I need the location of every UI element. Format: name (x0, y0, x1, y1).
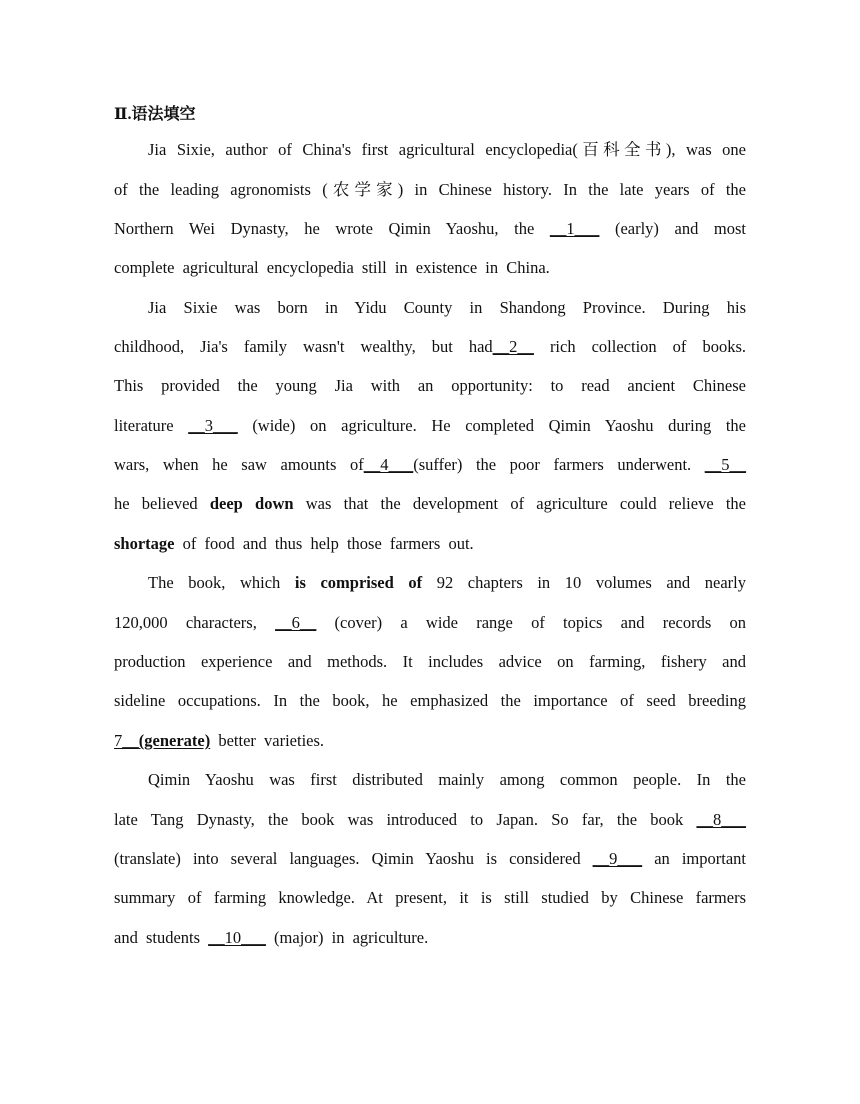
text-run: (cover) a wide range of topics and records on (316, 613, 746, 632)
passage-line (114, 534, 746, 554)
answer-blank: __3___ (188, 416, 238, 435)
text-run: (suffer) the poor farmers underwent. (413, 455, 705, 474)
answer-blank: __4___ (363, 455, 414, 474)
text-run: (wide) on agriculture. He completed Qimin Yaoshu during the (237, 416, 747, 435)
passage-line (148, 573, 746, 593)
text-run: The book, which (148, 573, 295, 592)
section-heading: Ⅱ.语法填空 (114, 106, 196, 123)
text-run: 92 chapters in 10 volumes and nearly (422, 573, 746, 592)
text-run: Jia Sixie was born in Yidu County in Shandong Province. During his (148, 298, 746, 317)
passage-line (148, 770, 746, 790)
text-run: and students (114, 928, 209, 947)
text-run: This provided the young Jia with an opportunity: to read ancient Chinese (114, 376, 746, 395)
text-run: Qimin Yaoshu was first distributed mainly among common people. In the (148, 770, 746, 789)
passage-line (114, 494, 746, 514)
text-run: wars, when he saw amounts of (114, 455, 364, 474)
text-run: Jia Sixie, author of China's first agricultural encyclopedia(百科全书), was one (148, 140, 746, 159)
text-run: of the leading agronomists (农学家) in Chinese history. In the late years of the (114, 180, 746, 199)
text-run: sideline occupations. In the book, he emphasized the importance of seed breeding (114, 691, 746, 710)
text-run: late Tang Dynasty, the book was introduced to Japan. So far, the book (114, 810, 697, 829)
passage-line (114, 691, 746, 711)
text-run: an important (642, 849, 746, 868)
answer-blank: __2__ (492, 337, 534, 356)
text-run: summary of farming knowledge. At present, it is still studied by Chinese farmers (114, 888, 746, 907)
passage-line (114, 455, 746, 475)
passage-line (114, 416, 746, 436)
passage-line (114, 888, 746, 908)
text-run: rich collection of books. (533, 337, 746, 356)
text-run: (major) in agriculture. (265, 928, 429, 947)
passage-line (114, 849, 746, 869)
text-run: Northern Wei Dynasty, he wrote Qimin Yaoshu, the (114, 219, 550, 238)
text-run: he believed (114, 494, 210, 513)
bold-phrase: deep down (209, 494, 294, 513)
passage-line (114, 652, 746, 672)
text-run: 120,000 characters, (114, 613, 276, 632)
passage-line (114, 810, 746, 830)
passage-line (114, 258, 746, 278)
bold-phrase: (generate) (138, 731, 211, 750)
passage-line (114, 180, 746, 200)
text-run: complete agricultural encyclopedia still in existence in China. (114, 258, 550, 277)
passage-line (114, 613, 746, 633)
passage-line (148, 140, 746, 160)
answer-blank: __8___ (696, 810, 746, 829)
passage-line (114, 731, 746, 751)
answer-blank: 7__ (114, 731, 139, 750)
answer-blank: __10___ (208, 928, 266, 947)
text-run: was that the development of agriculture could relieve the (293, 494, 746, 513)
answer-blank: __5__ (704, 455, 746, 474)
answer-blank: __1___ (549, 219, 600, 238)
text-run: childhood, Jia's family wasn't wealthy, but had (114, 337, 493, 356)
text-run: literature (114, 416, 189, 435)
passage-line (114, 928, 746, 948)
passage-line (148, 298, 746, 318)
text-run: (early) and most (599, 219, 746, 238)
bold-phrase: is comprised of (294, 573, 423, 592)
text-run: (translate) into several languages. Qimin Yaoshu is considered (114, 849, 593, 868)
answer-blank: __9___ (592, 849, 643, 868)
text-run: production experience and methods. It includes advice on farming, fishery and (114, 652, 746, 671)
text-run: better varieties. (210, 731, 325, 750)
passage-line (114, 337, 746, 357)
passage-line (114, 219, 746, 239)
passage-line (114, 376, 746, 396)
bold-phrase: shortage (114, 534, 175, 553)
text-run: of food and thus help those farmers out. (174, 534, 474, 553)
answer-blank: __6__ (275, 613, 317, 632)
